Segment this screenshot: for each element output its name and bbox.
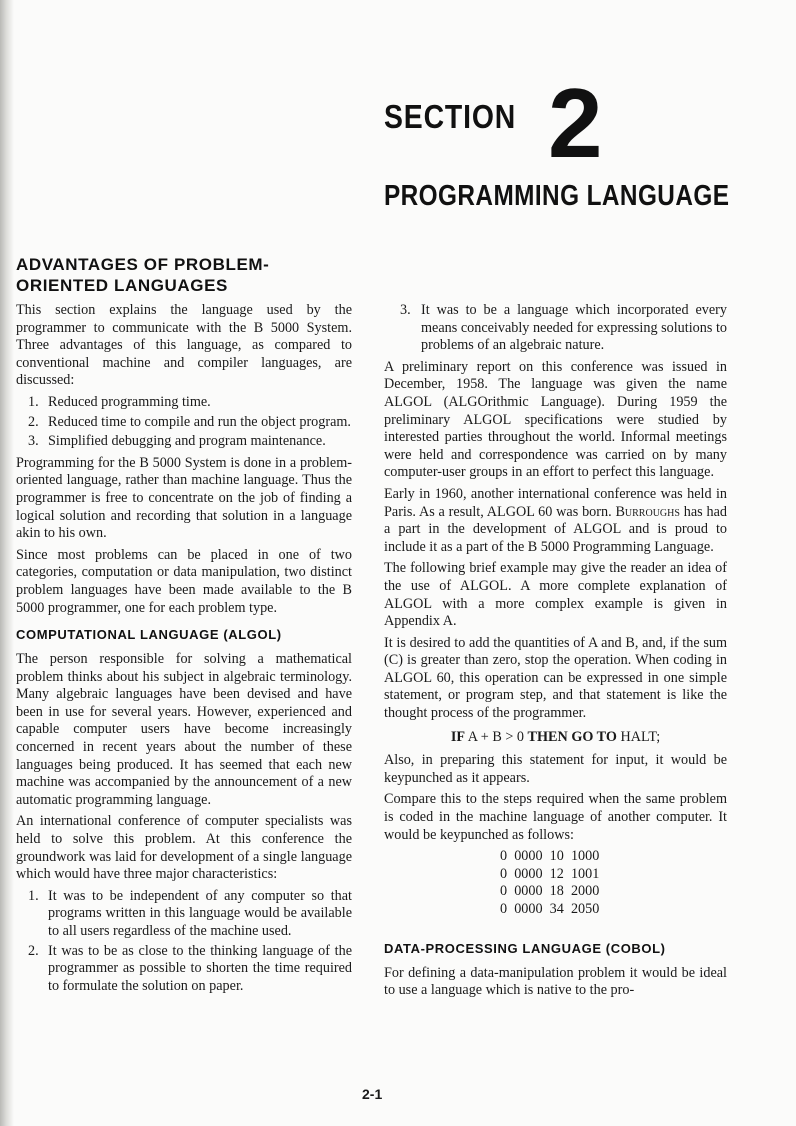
intro-paragraph: This section explains the language used by the programmer to communicate with the B 5000 System. Three advantages of this language, as compared to conventional machine and compiler languages, are discussed: xyxy=(16,302,352,389)
paragraph: It is desired to add the quantities of A and B, and, if the sum (C) is greater than zero, stop the operation. When coding in ALGOL 60, this operation can be expressed in one simple statement, or program step, and that statement is like the thought process of the programmer. xyxy=(384,634,727,722)
section-label: SECTION xyxy=(384,98,517,135)
paragraph: The person responsible for solving a mathematical problem thinks about his subject in algebraic terminology. Many algebraic languages have been devised and have been in use for several years. However, experienced and capable computer users have become increasingly concerned in recent years about the number of these languages being produced. It has seemed that each new machine was accompanied by the announcement of a new automatic programming language. xyxy=(16,651,352,808)
list-item: 2. Reduced time to compile and run the object program. xyxy=(28,413,351,430)
list-item: 3. It was to be a language which incorporated every means conceivably needed for expressing solutions to problems of an algebraic nature. xyxy=(400,302,727,354)
paragraph: Early in 1960, another international conference was held in Paris. As a result, ALGOL 60 was born. Burroughs has had a part in the development of ALGOL and is proud to include it as a part of the B 5000 Programming Language. xyxy=(384,485,727,555)
page-number: 2-1 xyxy=(362,1086,383,1102)
code-line: 0 0000 10 1000 xyxy=(500,848,600,865)
algol-statement: IF A + B > 0 THEN GO TO HALT; xyxy=(450,728,661,745)
list-item: 2. It was to be as close to the thinking language of the programmer as possible to shorten the time required to formulate the solution on paper. xyxy=(28,942,352,994)
code-line: 0 0000 12 1001 xyxy=(500,865,600,882)
paragraph: The following brief example may give the reader an idea of the use of ALGOL. A more complete explanation of ALGOL with a more complex example is given in Appendix A. xyxy=(384,560,727,630)
paragraph: For defining a data-manipulation problem it would be ideal to use a language which is native to the pro- xyxy=(384,964,727,999)
advantages-list xyxy=(16,394,352,451)
right-column xyxy=(384,302,727,1004)
section-number: 2 xyxy=(548,68,603,178)
characteristics-list-continued xyxy=(384,302,727,355)
advantages-heading: ADVANTAGES OF PROBLEM-ORIENTED LANGUAGES xyxy=(16,255,270,295)
binding-shadow xyxy=(0,0,14,1126)
list-item: 1. It was to be independent of any computer so that programs written in this language would be available to all users regardless of the machine used. xyxy=(28,887,352,939)
machine-code-block xyxy=(500,848,727,918)
paragraph: An international conference of computer specialists was held to solve this problem. At this conference the groundwork was laid for development of a single language which would have three major characteristics: xyxy=(16,813,352,883)
paragraph: Also, in preparing this statement for input, it would be keypunched as it appears. xyxy=(384,752,727,786)
paragraph: A preliminary report on this conference was issued in December, 1958. The language was given the name ALGOL (ALGOrithmic Language). During 1959 the preliminary ALGOL specifications were studied by interested parties throughout the world. Informal meetings were held and correspondence was carried on by many computer-user groups in an effort to perfect this language. xyxy=(384,358,727,481)
algol-heading: COMPUTATIONAL LANGUAGE (ALGOL) xyxy=(16,627,282,643)
section-title: PROGRAMMING LANGUAGE xyxy=(384,180,730,212)
paragraph: Programming for the B 5000 System is done in a problem-oriented language, rather than machine language. Thus the programmer is free to concentrate on the job of finding a logical solution and recording that solution in a language akin to his own. xyxy=(16,454,352,542)
list-item: 3. Simplified debugging and program maintenance. xyxy=(28,433,326,450)
paragraph: Since most problems can be placed in one of two categories, computation or data manipulation, two distinct problem languages have been made available to the B 5000 programmer, one for each problem type. xyxy=(16,546,352,616)
paragraph: Compare this to the steps required when the same problem is coded in the machine language of another computer. It would be keypunched as follows: xyxy=(384,791,727,843)
code-line: 0 0000 34 2050 xyxy=(500,901,600,917)
cobol-heading: DATA-PROCESSING LANGUAGE (COBOL) xyxy=(384,940,666,956)
left-column xyxy=(16,254,352,999)
characteristics-list xyxy=(16,888,352,996)
company-name: Burroughs xyxy=(615,503,680,520)
code-line: 0 0000 18 2000 xyxy=(500,883,600,900)
list-item: 1. Reduced programming time. xyxy=(28,393,211,410)
